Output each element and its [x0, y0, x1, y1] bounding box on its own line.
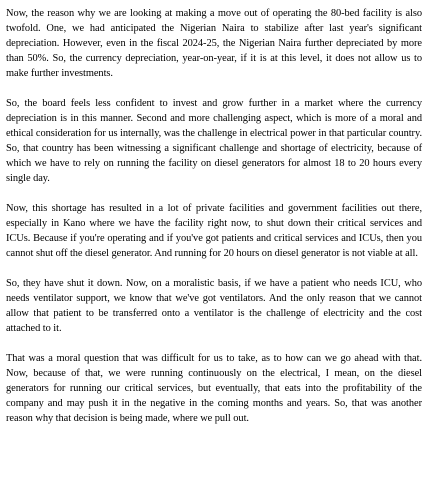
- paragraph-moral-consideration: So, they have shut it down. Now, on a moralistic basis, if we have a patient who needs ICU, who needs ventilator support, we know that we've got ventilators. And the only reason that we cannot allow that patient to be transferred onto a ventilator is the challenge of electricity and the cost attached to it.: [6, 278, 422, 334]
- paragraph-electricity-shortage: Now, this shortage has resulted in a lot of private facilities and government facilities out there, especially in Kano where we have the facility right now, to shut down their critical services and ICUs. Because if you're operating and if you've got patients and critical services and ICUs, then you cannot shut off the diesel generator. And running for 20 hours on diesel generator is not viable at all.: [6, 203, 422, 259]
- paragraph-currency-depreciation: Now, the reason why we are looking at making a move out of operating the 80-bed facility is also twofold. One, we had anticipated the Nigerian Naira to stabilize after last year's significant depreciation. However, even in the fiscal 2024-25, the Nigerian Naira further depreciated by more than 50%. So, the currency depreciation, year-on-year, if it is at this level, it does not allow us to make further investments.: [6, 8, 422, 79]
- paragraph-profitability-decision: That was a moral question that was difficult for us to take, as to how can we go ahead with that. Now, because of that, we were running continuously on the electrical, I mean, on the diesel generators for running our critical services, but eventually, that eats into the profitability of the company and may push it in the negative in the coming months and years. So, that was another reason why that decision is being made, where we pull out.: [6, 353, 422, 424]
- paragraph-board-confidence: So, the board feels less confident to invest and grow further in a market where the currency depreciation is in this manner. Second and more challenging aspect, which is more of a moral and ethical consideration for us internally, was the challenge in electrical power in that particular country. So, that country has been witnessing a significant challenge and shortage of electricity, because of which we have to rely on running the facility on diesel generators for almost 18 to 20 hours every single day.: [6, 98, 422, 184]
